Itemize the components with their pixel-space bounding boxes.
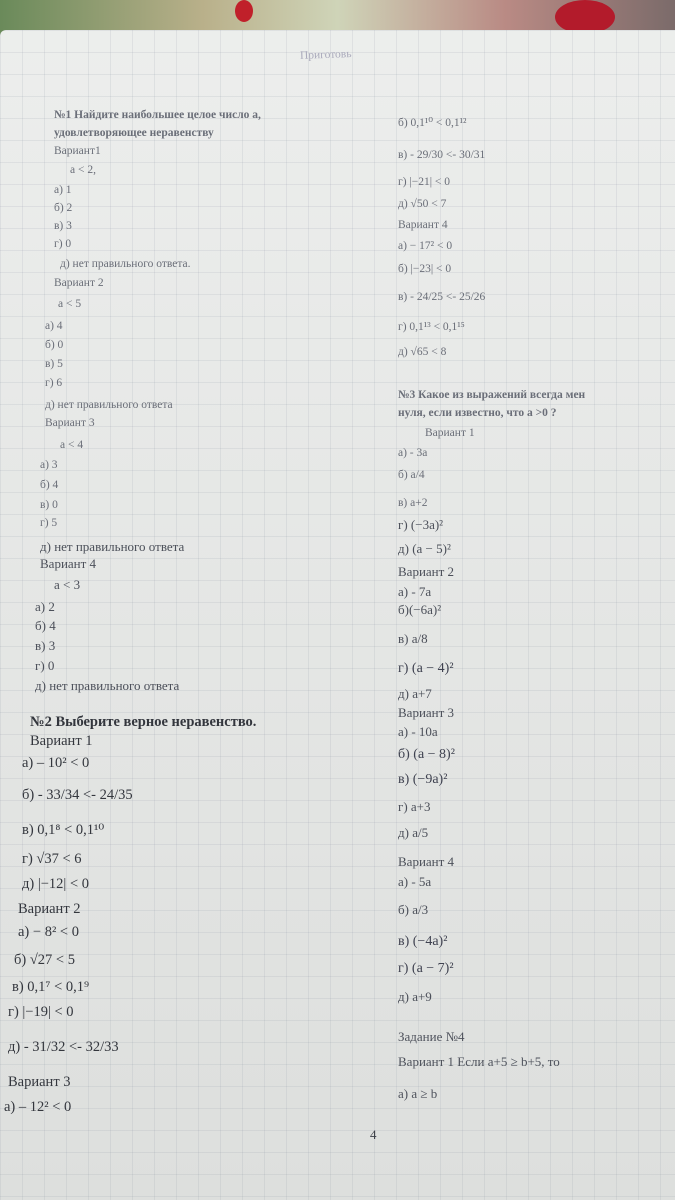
worksheet-line-t2-v2-a: а) − 8² < 0 <box>18 924 79 940</box>
worksheet-line-t4: Задание №4 <box>398 1029 465 1044</box>
worksheet-line-t2-v3: Вариант 3 <box>8 1074 71 1090</box>
worksheet-line-r-d: д) √50 < 7 <box>398 198 447 210</box>
worksheet-line-t1-v3-b: б) 4 <box>40 479 59 491</box>
worksheet-line-t2-v1-b: б) - 33/34 <- 24/35 <box>22 787 133 803</box>
worksheet-line-t2: №2 Выберите верное неравенство. <box>30 714 257 730</box>
worksheet-line-t3-v4-g: г) (a − 7)² <box>398 961 454 976</box>
worksheet-line-t4-v1: Вариант 1 Если a+5 ≥ b+5, то <box>398 1054 560 1069</box>
worksheet-line-t2-v1-g: г) √37 < 6 <box>22 851 82 867</box>
worksheet-line-t1-v4-v: в) 3 <box>35 638 56 653</box>
worksheet-line-t2-v2: Вариант 2 <box>18 901 81 917</box>
worksheet-line-t3-v3-g: г) a+3 <box>398 799 431 814</box>
worksheet-line-r-v4-g: г) 0,1¹³ < 0,1¹⁵ <box>398 321 465 333</box>
worksheet-line-t3-v4-d: д) a+9 <box>398 989 432 1004</box>
worksheet-line-t3-v2-a: а) - 7a <box>398 584 432 599</box>
worksheet-line-t3-2: нуля, если известно, что a >0 ? <box>398 407 557 419</box>
worksheet-line-t3-v2: Вариант 2 <box>398 564 455 579</box>
worksheet-line-t1-v2-v: в) 5 <box>45 358 63 370</box>
worksheet-line-t1-v4: Вариант 4 <box>40 556 97 571</box>
worksheet-line-t2-v2-b: б) √27 < 5 <box>14 952 75 968</box>
worksheet-line-r-v4: Вариант 4 <box>398 219 448 231</box>
worksheet-line-t1-v2-a: а) 4 <box>45 320 63 332</box>
worksheet-line-r-v4-b: б) |−23| < 0 <box>398 263 452 275</box>
worksheet-line-t3-v1: Вариант 1 <box>425 427 475 439</box>
worksheet-line-t3-v2-g: г) (a − 4)² <box>398 661 454 676</box>
worksheet-line-t1-2: удовлетворяющее неравенству <box>54 127 214 139</box>
worksheet-line-t2-v1: Вариант 1 <box>30 733 93 749</box>
worksheet-line-t3-v4: Вариант 4 <box>398 854 455 869</box>
worksheet-line-t1-v3-g: г) 5 <box>40 517 58 529</box>
worksheet-line-t3-v3-a: а) - 10a <box>398 724 438 739</box>
worksheet-line-t1-v4-a: а) 2 <box>35 599 55 614</box>
worksheet-line-t2-v2-g: г) |−19| < 0 <box>8 1004 74 1020</box>
strawberry-decoration <box>235 0 253 22</box>
worksheet-line-t2-v2-d: д) - 31/32 <- 32/33 <box>8 1039 119 1055</box>
worksheet-line-t3-v1-g: г) (−3a)² <box>398 517 444 532</box>
worksheet-line-r-v4-v: в) - 24/25 <- 25/26 <box>398 291 486 303</box>
worksheet-line-t3-v1-d: д) (a − 5)² <box>398 541 451 556</box>
worksheet-line-t3-v1-a: а) - 3a <box>398 447 428 459</box>
page-number: 4 <box>370 1127 377 1142</box>
worksheet-line-t3-1: №3 Какое из выражений всегда мен <box>398 389 586 401</box>
worksheet-line-r-v4-d: д) √65 < 8 <box>398 346 447 358</box>
worksheet-line-t1-v1: Вариант1 <box>54 145 101 157</box>
strawberry-decoration <box>555 0 615 34</box>
worksheet-line-t1-v1-g: г) 0 <box>54 238 72 250</box>
worksheet-line-t2-v2-v: в) 0,1⁷ < 0,1⁹ <box>12 979 90 995</box>
worksheet-line-r-g: г) |−21| < 0 <box>398 176 450 188</box>
worksheet-line-t1-v4-b: б) 4 <box>35 618 56 633</box>
worksheet-line-t3-v4-b: б) a/3 <box>398 902 429 917</box>
worksheet-line-t3-v2-v: в) a/8 <box>398 631 428 646</box>
worksheet-line-t3-v2-b: б)(−6a)² <box>398 602 442 617</box>
worksheet-line-t1-v2-b: б) 0 <box>45 339 64 351</box>
worksheet-line-t4-v1-a: а) a ≥ b <box>398 1086 438 1101</box>
worksheet-line-r-v4-a: а) − 17² < 0 <box>398 240 453 252</box>
worksheet-line-t1-v1-c: a < 2, <box>70 164 96 176</box>
worksheet-line-t2-v3-a: а) – 12² < 0 <box>4 1099 72 1115</box>
worksheet-line-t1-v2-d: д) нет правильного ответа <box>45 399 173 411</box>
worksheet-page <box>0 30 675 1200</box>
watermark-handwriting: Приготовь <box>299 48 352 62</box>
worksheet-line-r-v: в) - 29/30 <- 30/31 <box>398 149 486 161</box>
worksheet-line-t1-v2: Вариант 2 <box>54 277 104 289</box>
worksheet-line-t3-v2-d: д) a+7 <box>398 686 432 701</box>
worksheet-line-t1-v4-g: г) 0 <box>35 658 55 673</box>
worksheet-line-t3-v3-v: в) (−9a)² <box>398 772 448 787</box>
worksheet-line-r-b: б) 0,1¹⁰ < 0,1¹² <box>398 117 467 129</box>
worksheet-line-t1-1: №1 Найдите наибольшее целое число a, <box>54 109 261 121</box>
worksheet-line-t1-v3-d: д) нет правильного ответа <box>40 539 185 554</box>
worksheet-line-t1-v2-g: г) 6 <box>45 377 63 389</box>
worksheet-line-t1-v3: Вариант 3 <box>45 417 95 429</box>
worksheet-line-t1-v2-c: a < 5 <box>58 298 82 310</box>
worksheet-line-t1-v3-c: a < 4 <box>60 439 84 451</box>
worksheet-line-t2-v1-a: а) – 10² < 0 <box>22 755 90 771</box>
worksheet-line-t3-v3: Вариант 3 <box>398 705 455 720</box>
worksheet-line-t3-v1-v: в) a+2 <box>398 497 428 509</box>
worksheet-line-t3-v4-v: в) (−4a)² <box>398 934 448 949</box>
worksheet-line-t1-v1-a: а) 1 <box>54 184 72 196</box>
worksheet-line-t3-v3-b: б) (a − 8)² <box>398 747 455 762</box>
worksheet-line-t1-v3-a: а) 3 <box>40 459 58 471</box>
worksheet-line-t3-v1-b: б) a/4 <box>398 469 425 481</box>
worksheet-line-t1-v3-v: в) 0 <box>40 499 58 511</box>
worksheet-line-t1-v1-b: б) 2 <box>54 202 73 214</box>
worksheet-line-t1-v4-c: a < 3 <box>54 577 81 592</box>
worksheet-line-t2-v1-d: д) |−12| < 0 <box>22 876 89 892</box>
worksheet-line-t3-v3-d: д) a/5 <box>398 825 429 840</box>
worksheet-line-t1-v1-v: в) 3 <box>54 220 72 232</box>
worksheet-line-t1-v1-d: д) нет правильного ответа. <box>60 258 191 270</box>
worksheet-line-t3-v4-a: а) - 5a <box>398 874 432 889</box>
worksheet-line-t2-v1-v: в) 0,1⁸ < 0,1¹⁰ <box>22 822 105 838</box>
worksheet-line-t1-v4-d: д) нет правильного ответа <box>35 678 180 693</box>
